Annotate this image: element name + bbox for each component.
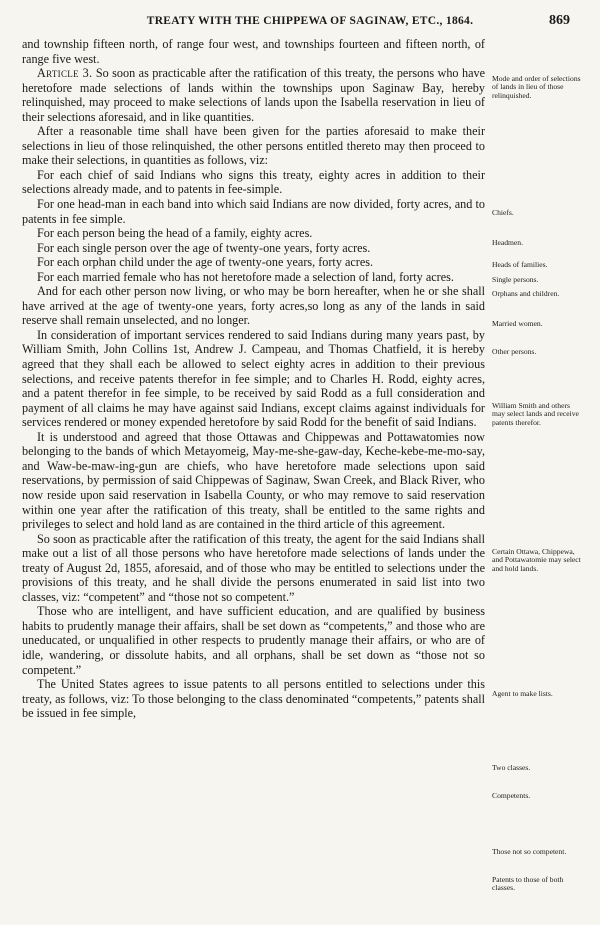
page-header <box>0 13 600 33</box>
paragraph-competents: Those who are intelligent, and have sufficient education, and are qualified by business habits to prudently manage their affairs, shall be set down as “competents,” and those who are uneducated, or unqualified in other respects to prudently manage their affairs, or who are of idle, wandering, or dissolute habits, and all orphans, shall be set down as “those not so competent.” <box>22 604 485 677</box>
paragraph-william-smith: In consideration of important services rendered to said Indians during many years past, by William Smith, John Collins 1st, Andrew J. Campeau, and Thomas Chatfield, it is hereby agreed that they shall each be allowed to select eighty acres in addition to their previous selections, and receive patents therefor in fee simple; and to Charles H. Rodd, eighty acres, and a patent therefor in fee simple, to be received by said Rodd as a full consideration and payment of all claims he may have against said Indians, except claims against individuals for services rendered or money expended heretofore by said Rodd for the benefit of said Indians. <box>22 327 485 430</box>
paragraph-chiefs: For each chief of said Indians who signs this treaty, eighty acres in addition to their selections already made, and to patents in fee-simple. <box>22 167 485 197</box>
paragraph-married-women: For each married female who has not heretofore made a selection of land, forty acres. <box>37 269 454 284</box>
paragraph: After a reasonable time shall have been given for the parties aforesaid to make their selections in lieu of those relinquished, the other persons entitled thereto may then proceed to make their selections, in quantities as follows, viz: <box>22 124 485 168</box>
paragraph-agent-list: So soon as practicable after the ratification of this treaty, the agent for the said Indians shall make out a list of all those persons who have heretofore made selections of lands under the treaty of August 2d, 1855, aforesaid, and of those who may be entitled to selections under the provisions of this treaty, and he shall divide the persons enumerated in said list into two classes, viz: “competent” and “those not so competent.” <box>22 531 485 604</box>
paragraph-patents: The United States agrees to issue patents to all persons entitled to selections under this treaty, as follows, viz: To those belonging to the class denominated “competents,” patents shall be issued in fee simple, <box>22 677 485 721</box>
paragraph-continuation: and township fifteen north, of range four west, and townships fourteen and fifteen north, of range five west. <box>22 37 485 66</box>
paragraph-heads-of-families: For each person being the head of a family, eighty acres. <box>37 226 313 241</box>
paragraph-single-persons: For each single person over the age of twenty-one years, forty acres. <box>37 240 371 255</box>
page-number: 869 <box>549 13 570 28</box>
paragraph-other-persons: And for each other person now living, or who may be born hereafter, when he or she shall have arrived at the age of twenty-one years, forty acres,so long as any of the lands in said reserve shall remain unselected, and no longer. <box>22 284 485 328</box>
paragraph-orphans: For each orphan child under the age of twenty-one years, forty acres. <box>37 255 374 270</box>
treaty-body <box>22 37 485 721</box>
margin-note: Chiefs. <box>492 208 514 217</box>
margin-note: Agent to make lists. <box>492 689 553 698</box>
margin-note: Patents to those of both classes. <box>492 875 564 893</box>
margin-note: Orphans and children. <box>492 289 560 298</box>
paragraph-article-3: Article 3. So soon as practicable after the ratification of this treaty, the persons who have heretofore made selections of lands within the townships upon Saginaw Bay, hereby relinquished, may proceed to make selections of lands upon the Isabella reservation in lieu of their selections aforesaid, and in like quantities. <box>22 66 485 124</box>
margin-note: Married women. <box>492 319 543 328</box>
margin-note: Two classes. <box>492 763 531 772</box>
margin-note: Single persons. <box>492 275 539 284</box>
margin-note: Headmen. <box>492 238 523 247</box>
margin-note: Other persons. <box>492 347 537 356</box>
paragraph-headmen: For one head-man in each band into which said Indians are now divided, forty acres, and to patents in fee simple. <box>22 197 485 226</box>
running-head: TREATY WITH THE CHIPPEWA OF SAGINAW, ETC., 1864. <box>146 15 474 27</box>
margin-note: Certain Ottawa, Chippewa, and Pottawatomie may select and hold lands. <box>492 547 581 573</box>
margin-note: Heads of families. <box>492 260 548 269</box>
margin-note: William Smith and others may select lands and receive patents therefor. <box>492 401 579 427</box>
margin-note: Mode and order of selections of lands in lieu of those relinquished. <box>492 74 581 100</box>
margin-note: Those not so competent. <box>492 847 567 856</box>
paragraph-ottawas-chippewas: It is understood and agreed that those Ottawas and Chippewas and Pottawatomies now belonging to the bands of which Metayomeig, May-me-she-gaw-day, Keche-kebe-me-mo-say, and Waw-be-maw-ing-gun are chiefs, who have heretofore made selections upon said reservations, by permission of said Chippewas of Saginaw, Swan Creek, and Black River, who now reside upon said reservation in Isabella County, or who may remove to said reservation within one year after the ratification of this treaty, shall be entitled to the same rights and privileges to select and hold land as are contained in the third article of this agreement. <box>22 429 485 532</box>
margin-note: Competents. <box>492 791 531 800</box>
article-label: Article 3. <box>37 66 93 81</box>
